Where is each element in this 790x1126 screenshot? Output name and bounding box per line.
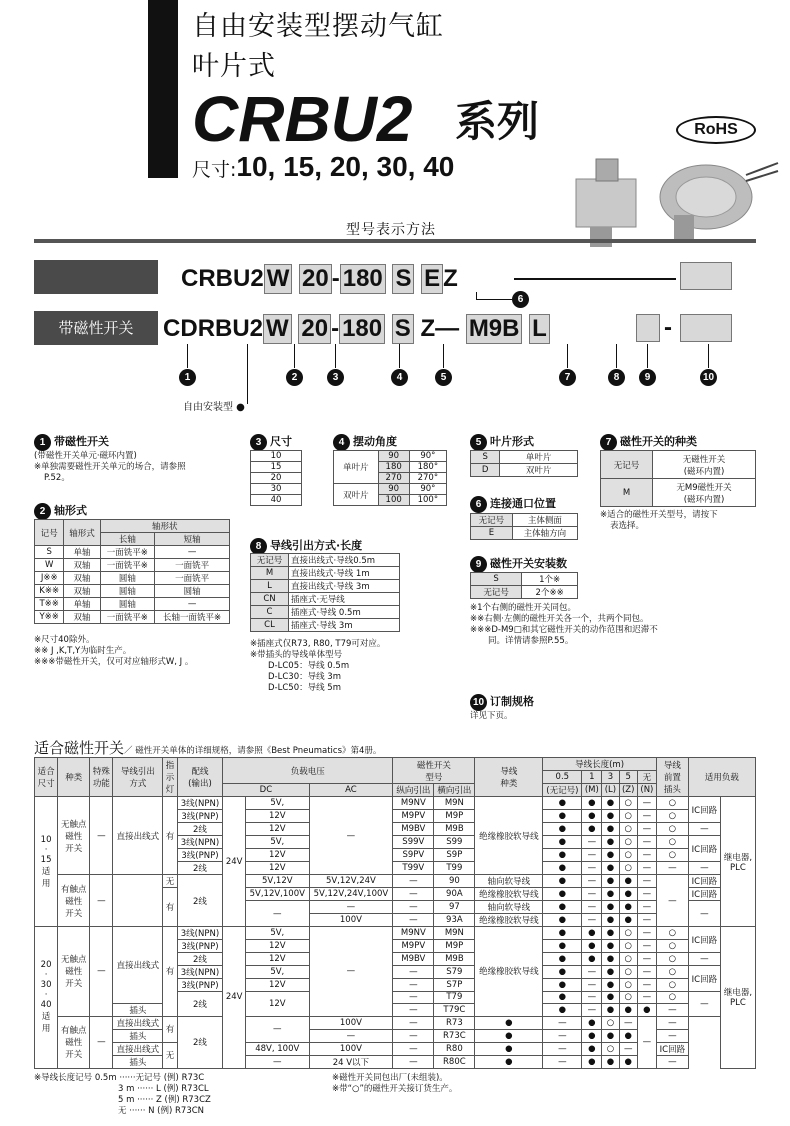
sec9-notes: ※1个右侧的磁性开关同包。 ※※右侧·左侧的磁性开关各一个，共两个同包。 ※※※D-M9□和其它磁性开关的动作范围和迟滞不 同。详情请参照P.55。 <box>470 603 658 646</box>
applicable-switch-table: 适合 尺寸 种类 特殊 功能 导线引出 方式 指 示 灯 配线 (输出) 负载电压 磁性开关 型号 导线 种类 导线长度(m) 导线 前置 插头 适用负载 0.5 1 3 5 无 DC AC 纵向引出 横向引出 (无记号) (M) (L) (Z) (N) 10 · 15 适 用 无触点 磁性 开关 — 直接出线式 有 3线(NPN) 24V 5V, — M9NV M9N 绝缘橡胶软导线 ● ● ● ○ — ○ IC回路 继电器, PLC 3线(PNP) 12V M9PV M9P ● ● ● ○ — ○ 2线 12V M9BV M9B ● ● ● ○ — ○ — 3线(NPN) 5V, S99V S99 ● — ● ○ — ○ IC回路 3线(PNP) 12V S9PV S9P ● — ● ○ — ○ 2线 12V T99V T99 ● — ● ○ — — — 有触点 磁性 开关 — 无 2线 5V,12V 5V,12V,24V — 90 轴向软导线 ● — ● ● — — IC回路 有 5V,12V,100V 5V,12V,24V,100V — 90A 绝缘橡胶软导线 ● — ● ● — IC回路 — — — 97 轴向软导线 ● — ● ● — — 100V — 93A 绝缘橡胶软导线 ● — ● ● — 20 · 30 · 40 适 用 无触点 磁性 开关 — 直接出线式 有 3线(NPN) 24V 5V, — M9NV M9N 绝缘橡胶软导线 ● ● ● ○ — ○ IC回路 继电器, PLC 3线(PNP) 12V M9PV M9P ● ● ● ○ — ○ 2线 12V M9BV M9B ● ● ● ○ — ○ — 3线(NPN) 5V, — S79 ● — ● ○ — ○ IC回路 3线(PNP) 12V — S7P ● — ● ○ — ○ 2线 12V — T79 ● — ● ○ — ○ — 插头 — T79C ● — ● ● ● — 有触点 磁性 开关 — 直接出线式 有 2线 — 100V — R73 ● — ● ○ — — — 插头 — — R73C ● — ● ● ● — 直接出线式 无 48V, 100V 100V — R80 ● — ● ○ — IC回路 插头 — 24 V以下 — R80C ● — ● ● ● — <box>34 757 756 1069</box>
callout-1: 1 <box>179 369 196 386</box>
sec5-title: 5 叶片形式 <box>470 433 534 451</box>
with-switch-label: 带磁性开关 <box>34 311 158 345</box>
leader-5 <box>443 344 444 368</box>
sec10-note: 详见下页。 <box>470 711 513 721</box>
port-table: 无记号 主体侧面 E 主体轴方向 <box>470 513 578 540</box>
code-row1: CRBU2 W 20 - 180 S E Z <box>181 265 458 292</box>
callout-5: 5 <box>435 369 452 386</box>
switch-type-table: 无记号 无磁性开关 (磁环内置) M 无M9磁性开关 (磁环内置) <box>600 450 756 507</box>
vane-table: S 单叶片 D 双叶片 <box>470 450 578 477</box>
size-table: 10 15 20 30 40 <box>250 450 302 506</box>
sec4-title: 4 摆动角度 <box>333 433 397 451</box>
lead-wire-table: 无记号 直接出线式·导线0.5m M 直接出线式·导线 1m L 直接出线式·导线 3m CN 插座式·无导线 C 插座式·导线 0.5m CL 插座式·导线 3m <box>250 553 400 632</box>
sec6-title: 6 连接通口位置 <box>470 495 556 513</box>
heading-divider <box>34 239 756 243</box>
sec3-title: 3 尺寸 <box>250 433 292 451</box>
sec2-title: 2 轴形式 <box>34 502 87 520</box>
switch-count-table: S 1个※ 无记号 2个※※ <box>470 572 578 599</box>
leader-6h <box>476 299 512 300</box>
sec8-title: 8 导线引出方式·长度 <box>250 537 362 555</box>
leader-10 <box>708 344 709 368</box>
title-side-bar <box>148 0 178 178</box>
callout-6: 6 <box>512 291 529 308</box>
designation-row1-bar <box>34 260 158 294</box>
row1-option-box <box>680 262 732 290</box>
product-photo <box>556 155 780 259</box>
leader-1 <box>187 344 188 368</box>
bottom-notes-right: ※磁性开关同包出厂(未组装)。 ※带“○”的磁性开关接订货生产。 <box>332 1073 458 1094</box>
sec7-note: ※适合的磁性开关型号，请按下 表选择。 <box>600 510 718 531</box>
sec7-title: 7 磁性开关的种类 <box>600 433 697 451</box>
callout-3: 3 <box>327 369 344 386</box>
callout-10: 10 <box>700 369 717 386</box>
sec9-title: 9 磁性开关安装数 <box>470 555 567 573</box>
row2-option-box <box>680 314 732 342</box>
series-label: 系列 <box>455 97 540 146</box>
leader-8 <box>616 344 617 368</box>
code-row2: CDRBU2 W 20 - 180 S Z— M9B L <box>163 314 550 344</box>
title-line1: 自由安装型摆动气缸 <box>192 11 444 42</box>
applicable-switch-heading: 适合磁性开关／ 磁性开关单体的详细规格，请参照《Best Pneumatics》第4册。 <box>34 739 382 757</box>
row1-dash-line <box>514 278 676 280</box>
size-line: 尺寸:10, 15, 20, 30, 40 <box>192 151 455 182</box>
sec1-title: 1 带磁性开关 <box>34 433 109 451</box>
leader-4 <box>399 344 400 368</box>
leader-3 <box>335 344 336 368</box>
angle-table: 单叶片 90 90° 180 180° 270 270° 双叶片 90 90° 100 100° <box>333 450 447 506</box>
bottom-notes-left: ※导线长度记号 0.5m ······无记号 (例) R73C 3 m ······ L (例) R73CL 5 m ······ Z (例) R73CZ 无 ······ N (例) R73CN <box>34 1073 211 1116</box>
sec8-notes: ※插座式仅R73, R80, T79可对应。 ※带插头的导线单体型号 D-LC05：导线 0.5m D-LC30：导线 3m D-LC50：导线 5m <box>250 639 386 693</box>
leader-9 <box>647 344 648 368</box>
row2-dash: - <box>664 314 672 341</box>
model-name: CRBU2 <box>192 83 413 155</box>
shaft-table: 记号 轴形式 轴形状 长轴 短轴 S 单轴 一面铣平※ — W 双轴 一面铣平※ 一面铣平 J※※ 双轴 圆轴 一面铣平 K※※ 双轴 圆轴 圆轴 T※※ 单轴 圆轴 — Y※※ 双轴 一面铣平※ 长轴一面铣平※ <box>34 519 230 624</box>
leader-2 <box>294 344 295 368</box>
title-line2: 叶片式 <box>192 51 276 82</box>
callout-2: 2 <box>286 369 303 386</box>
leader-free <box>247 344 248 404</box>
rohs-badge: RoHS <box>676 116 756 144</box>
designation-heading: 型号表示方法 <box>346 222 436 238</box>
free-mount-label: 自由安装型 ● <box>183 402 245 413</box>
callout-4: 4 <box>391 369 408 386</box>
leader-7 <box>567 344 568 368</box>
sec2-notes: ※尺寸40除外。 ※※ J ,K,T,Y为临时生产。 ※※※带磁性开关，仅可对应轴形式W, J 。 <box>34 635 194 667</box>
callout-9: 9 <box>639 369 656 386</box>
row2-count-box <box>636 314 660 342</box>
callout-8: 8 <box>608 369 625 386</box>
sec1-notes: (带磁性开关单元·磁环内置) ※单独需要磁性开关单元的场合，请参照 P.52。 <box>34 451 186 483</box>
callout-7: 7 <box>559 369 576 386</box>
sec10-title: 10 订制规格 <box>470 693 534 711</box>
